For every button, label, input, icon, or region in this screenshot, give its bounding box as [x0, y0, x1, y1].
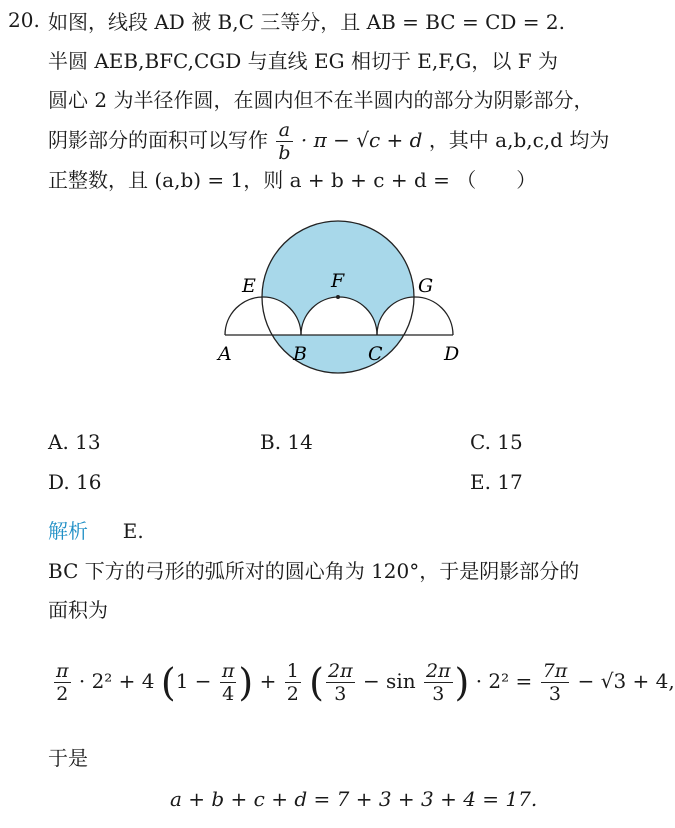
paren-open: ( — [160, 660, 176, 705]
frac-a-over-b — [276, 119, 292, 164]
problem-line-5: 正整数，且 (a,b) = 1，则 a + b + c + d = （ ） — [48, 168, 537, 192]
geometry-figure — [210, 215, 460, 385]
frac-1-2 — [285, 660, 301, 705]
frac-den: 4 — [222, 683, 235, 705]
label-B: B — [293, 343, 307, 365]
solution-header — [48, 517, 144, 545]
problem-line-1: 如图，线段 AD 被 B,C 三等分，且 AB = BC = CD = 2. — [48, 10, 565, 34]
frac-den: 3 — [432, 683, 445, 705]
option-a[interactable]: A. 13 — [48, 430, 101, 454]
formula-term-3: + — [259, 669, 277, 693]
frac-2pi-3 — [326, 660, 355, 705]
frac-den: 2 — [56, 683, 69, 705]
option-c[interactable]: C. 15 — [470, 430, 523, 454]
solution-final: a + b + c + d = 7 + 3 + 3 + 4 = 17. — [170, 787, 538, 811]
frac-denominator: b — [278, 142, 291, 164]
solution-line-1: BC 下方的弓形的弧所对的圆心角为 120°，于是阴影部分的 — [48, 559, 580, 583]
solution-answer: E. — [122, 519, 144, 543]
label-F: F — [331, 270, 345, 292]
problem-line-4 — [48, 118, 609, 164]
frac-num: π — [221, 660, 235, 682]
frac-pi-2 — [54, 660, 71, 705]
geometry-diagram — [210, 215, 460, 380]
solution-line-3: 于是 — [48, 746, 88, 770]
solution-line-2: 面积为 — [48, 598, 108, 622]
paren-close: ) — [238, 660, 254, 705]
paren-close-2: ) — [454, 660, 470, 705]
label-D: D — [444, 343, 460, 365]
solution-formula — [52, 656, 675, 706]
formula-term-1: · 2² + 4 — [78, 669, 155, 693]
frac-num: π — [56, 660, 69, 682]
problem-line-2: 半圆 AEB,BFC,CGD 与直线 EG 相切于 E,F,G，以 F 为 — [48, 49, 558, 73]
formula-term-2: 1 − — [175, 669, 212, 693]
formula-term-4: − sin — [362, 669, 416, 693]
problem-line-4-tail: ，其中 a,b,c,d 均为 — [428, 128, 610, 152]
option-b[interactable]: B. 14 — [260, 430, 313, 454]
label-C: C — [368, 343, 383, 365]
frac-den: 3 — [334, 683, 347, 705]
frac-7pi-3 — [541, 660, 570, 705]
label-A: A — [218, 343, 232, 365]
frac-2pi-3-b — [424, 660, 453, 705]
frac-den: 2 — [286, 683, 299, 705]
frac-numerator: a — [276, 119, 292, 142]
frac-pi-4 — [220, 660, 237, 705]
frac-num: 1 — [286, 660, 299, 682]
frac-num: 2π — [425, 660, 451, 682]
formula-rest: · π − √c + d — [300, 128, 423, 152]
frac-num: 2π — [328, 660, 353, 682]
problem-number: 20. — [8, 8, 40, 32]
problem-line-3: 圆心 2 为半径作圆，在圆内但不在半圆内的部分为阴影部分， — [48, 88, 594, 112]
problem-line-4-lead: 阴影部分的面积可以写作 — [48, 128, 268, 152]
solution-tag: 解析 — [48, 519, 88, 543]
option-e[interactable]: E. 17 — [470, 470, 523, 494]
paren-open-2: ( — [309, 660, 324, 705]
center-point-F — [336, 295, 340, 299]
label-E: E — [242, 275, 256, 297]
option-d[interactable]: D. 16 — [48, 470, 102, 494]
label-G: G — [418, 275, 434, 297]
formula-term-6: − √3 + 4, — [577, 669, 675, 693]
formula-term-5: · 2² = — [475, 669, 533, 693]
frac-den: 3 — [548, 683, 561, 705]
frac-num: 7π — [542, 660, 568, 682]
